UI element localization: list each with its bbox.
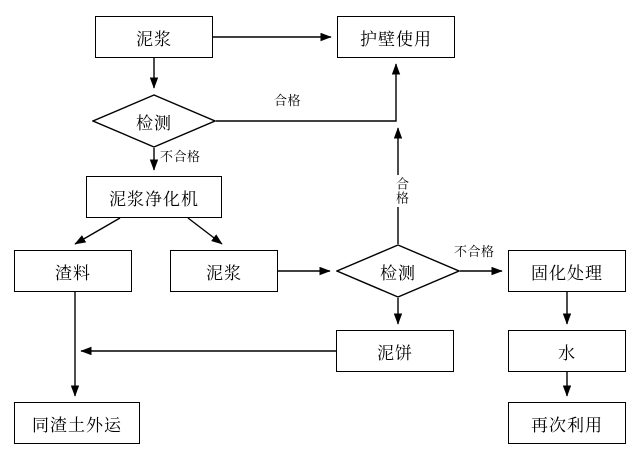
edge-label-fail-2: 不合格 (452, 241, 497, 260)
edge-label-pass-2: 合格 (394, 177, 409, 205)
node-mud-cake[interactable] (336, 330, 454, 372)
node-purifier[interactable] (86, 176, 222, 218)
node-water[interactable] (508, 330, 626, 372)
node-test-1[interactable] (92, 94, 216, 148)
node-label: 泥浆净化机 (109, 189, 199, 209)
node-solidify[interactable] (508, 250, 626, 292)
node-reuse[interactable] (508, 402, 626, 444)
node-test-2[interactable] (336, 244, 460, 298)
node-label: 泥浆 (206, 263, 242, 283)
node-label: 再次利用 (531, 415, 603, 435)
node-wall-use[interactable] (337, 16, 455, 58)
node-label: 泥饼 (377, 343, 413, 363)
node-label: 同渣土外运 (32, 415, 122, 435)
node-slag[interactable] (14, 250, 132, 292)
node-label: 检测 (136, 113, 172, 133)
node-label: 泥浆 (136, 29, 172, 49)
node-label: 渣料 (55, 263, 91, 283)
node-slurry-top[interactable] (95, 16, 213, 58)
node-label: 护壁使用 (360, 29, 432, 49)
edge-label-pass-1: 合格 (272, 90, 303, 109)
node-label: 固化处理 (531, 263, 603, 283)
node-label: 水 (558, 343, 576, 363)
node-slurry-mid[interactable] (170, 250, 278, 292)
node-label: 检测 (380, 263, 416, 283)
edge-label-fail-1: 不合格 (158, 146, 203, 165)
node-haul-away[interactable] (14, 402, 140, 444)
